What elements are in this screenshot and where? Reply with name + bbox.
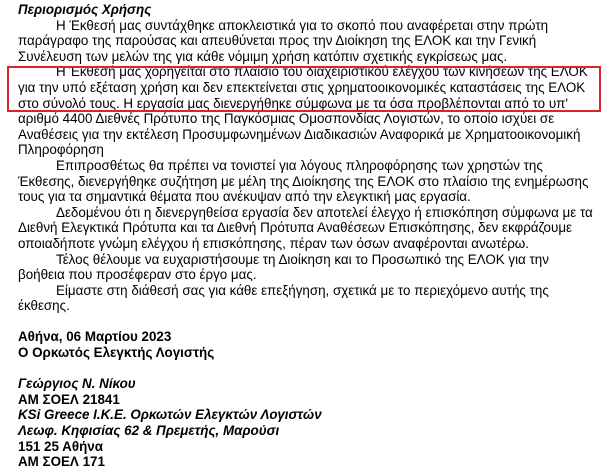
text-line: Η Έκθεσή μας χορηγείται στο πλαίσιο του διαχειριστικού ελέγχου των κινήσεων της ΕΛΟΚ [56,64,588,80]
text-line: Είμαστε στη διάθεσή σας για κάθε επεξήγηση, σχετικά με το περιεχόμενο αυτής της [56,282,549,298]
paragraph-availability [18,283,608,314]
paragraph-purpose [18,18,608,65]
text-line: τους για τα σημαντικά θέματα που ανέκυψαν από την ελεγκτική μας εργασία. [18,189,471,205]
blank-line [18,314,608,330]
paragraph-thanks [18,252,608,283]
text-line: παράγραφο της παρούσας και απευθύνεται προς την Διοίκηση της ΕΛΟΚ και την Γενική [18,33,537,49]
document-body [18,2,608,470]
text-line: αριθμό 4400 Διεθνές Πρότυπο της Παγκόσμιας Ομοσπονδίας Λογιστών, το οποίο ισχύει σε [18,111,555,127]
paragraph-scope [18,64,608,158]
signer-title: Ο Ορκωτός Ελεγκτής Λογιστής [18,345,215,361]
paragraph-no-opinion [18,205,608,252]
text-line: Διεθνή Ελεγκτικά Πρότυπα και τα Διεθνή Πρότυπα Αναθέσεων Επισκόπησης, δεν εκφράζουμε [18,220,573,236]
blank-line [18,361,608,377]
text-line: έκθεσης. [18,298,70,314]
text-line: Η Έκθεσή μας συντάχθηκε αποκλειστικά για το σκοπό που αναφέρεται στην πρώτη [56,17,549,33]
text-line: οποιαδήποτε γνώμη ελέγχου ή επισκόπησης, πέραν των όσων αναφέρονται ανωτέρω. [18,235,529,251]
signer-name: Γεώργιος Ν. Νίκου [18,376,136,392]
text-line: βοήθεια που προσέφεραν στο έργο μας. [18,267,257,283]
firm-address: Λεωφ. Κηφισίας 62 & Πρεμετής, Μαρούσι [18,423,280,439]
text-line: στο σύνολό τους. Η εργασία μας διενεργήθηκε σύμφωνα με τα όσα προβλέπονται από το υπ' [18,95,568,111]
paragraph-information [18,158,608,205]
text-line: Έκθεσης, διενεργήθηκε συζήτηση με μέλη της Διοίκησης της ΕΛΟΚ στο πλαίσιο της ενημέρωσης [18,173,589,189]
section-heading: Περιορισμός Χρήσης [18,2,152,17]
place-date: Αθήνα, 06 Μαρτίου 2023 [18,329,172,345]
text-line: για την υπό εξέταση χρήση και δεν επεκτείνεται στις χρηματοοικονομικές καταστάσεις της ΕΛΟΚ [18,79,586,95]
signer-soel: ΑΜ ΣΟΕΛ 21841 [18,391,120,407]
firm-postal: 151 25 Αθήνα [18,438,103,454]
text-line: Επιπροσθέτως θα πρέπει να τονιστεί για λόγους πληροφόρησης των χρηστών της [56,157,543,173]
firm-name: KSi Greece Ι.Κ.Ε. Ορκωτών Ελεγκτών Λογιστών [18,407,322,423]
text-line: Συνέλευση των μελών της για κάθε νόμιμη χρήση κατόπιν σχετικής εγκρίσεως μας. [18,48,508,64]
text-line: Πληροφόρηση [18,142,104,158]
text-line: Τέλος θέλουμε να ευχαριστήσουμε τη Διοίκηση και το Προσωπικό της ΕΛΟΚ για την [56,251,549,267]
text-line: Αναθέσεις για την εκτέλεση Προσυμφωνημένων Διαδικασιών Αναφορικά με Χρηματοοικονομική [18,126,581,142]
text-line: Δεδομένου ότι η διενεργηθείσα εργασία δεν αποτελεί έλεγχο ή επισκόπηση σύμφωνα με τα [56,204,593,220]
firm-soel: ΑΜ ΣΟΕΛ 171 [18,454,105,470]
